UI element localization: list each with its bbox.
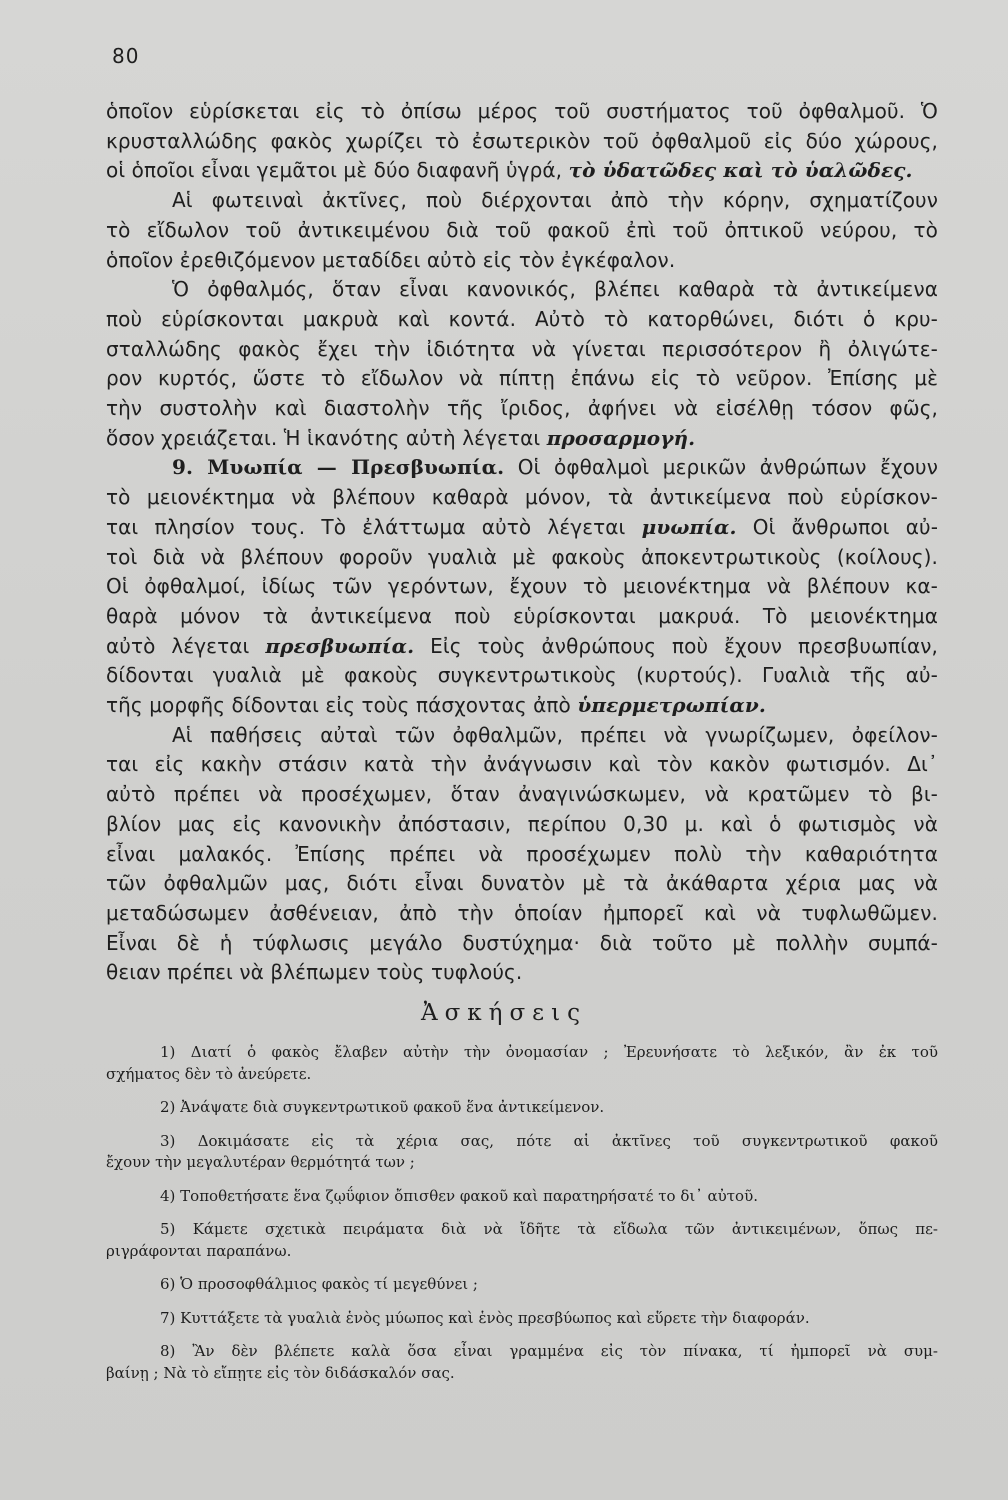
page-number: 80 bbox=[112, 44, 140, 68]
section-heading: 9. Μυωπία — Πρεσβυωπία. bbox=[172, 455, 505, 480]
text-line: σταλλώδης φακὸς ἔχει τὴν ἰδιότητα νὰ γίνεται περισσότερον ἢ ὀλιγώτε- bbox=[106, 336, 938, 361]
text-line: Αἱ φωτειναὶ ἀκτῖνες, ποὺ διέρχονται ἀπὸ τὴν κόρην, σχηματίζουν bbox=[172, 188, 938, 213]
exercise-line: 3) Δοκιμάσατε εἰς τὰ χέρια σας, πότε αἱ ἀκτῖνες τοῦ συγκεντρωτικοῦ φακοῦ bbox=[160, 1131, 938, 1150]
text-line: τὴν συστολὴν καὶ διαστολὴν τῆς ἴριδος, ἀφήνει νὰ εἰσέλθῃ τόσον φῶς, bbox=[106, 396, 938, 421]
exercise-item bbox=[106, 1219, 938, 1262]
section-heading-line: 9. Μυωπία — Πρεσβυωπία. Οἱ ὀφθαλμοὶ μερικῶν ἀνθρώπων ἔχουν bbox=[172, 455, 938, 480]
exercise-line: 6) Ὁ προσοφθάλμιος φακὸς τί μεγεθύνει ; bbox=[160, 1275, 478, 1293]
text-line: αὐτὸ πρέπει νὰ προσέχωμεν, ὅταν ἀναγινώσκωμεν, νὰ κρατῶμεν τὸ βι- bbox=[106, 782, 938, 807]
exercise-line: 1) Διατί ὁ φακὸς ἔλαβεν αὐτὴν τὴν ὀνομασίαν ; Ἐρευνήσατε τὸ λεξικόν, ἂν ἐκ τοῦ bbox=[160, 1043, 938, 1061]
text-line: ὁποῖον εὑρίσκεται εἰς τὸ ὀπίσω μέρος τοῦ συστήματος τοῦ ὀφθαλμοῦ. Ὁ bbox=[106, 99, 938, 123]
text-line: βλίον μας εἰς κανονικὴν ἀπόστασιν, περίπου 0,30 μ. καὶ ὁ φωτισμὸς νὰ bbox=[106, 811, 938, 836]
text-line: τὸ εἴδωλον τοῦ ἀντικειμένου διὰ τοῦ φακοῦ ἐπὶ τοῦ ὀπτικοῦ νεύρου, τὸ bbox=[106, 217, 938, 242]
text-line: ποὺ εὑρίσκονται μακρυὰ καὶ κοντά. Αὐτὸ τὸ κατορθώνει, διότι ὁ κρυ- bbox=[106, 306, 938, 331]
text-line: ται πλησίον τους. Τὸ ἐλάττωμα αὐτὸ λέγεται μυωπία. Οἱ ἄνθρωποι αὐ- bbox=[106, 514, 939, 539]
exercise-item bbox=[106, 1097, 938, 1119]
exercise-item bbox=[106, 1042, 938, 1085]
exercise-line: 7) Κυττάξετε τὰ γυαλιὰ ἑνὸς μύωπος καὶ ἑνὸς πρεσβύωπος καὶ εὕρετε τὴν διαφοράν. bbox=[160, 1308, 810, 1327]
text-line: θειαν πρέπει νὰ βλέπωμεν τοὺς τυφλούς. bbox=[106, 960, 523, 985]
text-line: εἶναι μαλακός. Ἐπίσης πρέπει νὰ προσέχωμεν πολὺ τὴν καθαριότητα bbox=[106, 841, 938, 866]
text-line: τὸ μειονέκτημα νὰ βλέπουν καθαρὰ μόνον, τὰ ἀντικείμενα ποὺ εὑρίσκον- bbox=[106, 485, 938, 510]
exercise-item bbox=[106, 1131, 938, 1174]
text-line: Οἱ ὀφθαλμοί, ἰδίως τῶν γερόντων, ἔχουν τὸ μειονέκτημα νὰ βλέπουν κα- bbox=[106, 574, 938, 599]
exercise-line: σχήματος δὲν τὸ ἀνεύρετε. bbox=[106, 1064, 312, 1083]
text-line: δίδονται γυαλιὰ μὲ φακοὺς συγκεντρωτικοὺς (κυρτούς). Γυαλιὰ τῆς αὐ- bbox=[106, 663, 938, 688]
term-presbyopia: πρεσβυωπία. bbox=[265, 633, 415, 658]
text-line: μεταδώσωμεν ἀσθένειαν, ἀπὸ τὴν ὁποίαν ἠμπορεῖ καὶ νὰ τυφλωθῶμεν. bbox=[106, 900, 938, 925]
text-line: κρυσταλλώδης φακὸς χωρίζει τὸ ἐσωτερικὸν τοῦ ὀφθαλμοῦ εἰς δύο χώρους, bbox=[106, 128, 938, 153]
term-accommodation: προσαρμογή. bbox=[546, 425, 696, 450]
text-line: ρον κυρτός, ὥστε τὸ εἴδωλον νὰ πίπτῃ ἐπάνω εἰς τὸ νεῦρον. Ἐπίσης μὲ bbox=[106, 366, 938, 391]
body-text bbox=[106, 97, 938, 988]
exercise-item bbox=[106, 1341, 938, 1384]
text-line: Εἶναι δὲ ἡ τύφλωσις μεγάλο δυστύχημα· διὰ τοῦτο μὲ πολλὴν συμπά- bbox=[106, 930, 938, 955]
text-line: τοὶ διὰ νὰ βλέπουν φοροῦν γυαλιὰ μὲ φακοὺς ἀποκεντρωτικοὺς (κοίλους). bbox=[106, 544, 938, 569]
exercise-line: ἔχουν τὴν μεγαλυτέραν θερμότητά των ; bbox=[106, 1153, 415, 1171]
exercise-item bbox=[106, 1308, 938, 1330]
text-line: ὁποῖον ἐρεθιζόμενον μεταδίδει αὐτὸ εἰς τὸν ἐγκέφαλον. bbox=[106, 247, 676, 272]
text-line: ὅσον χρειάζεται. Ἡ ἱκανότης αὐτὴ λέγεται προσαρμογή. bbox=[106, 425, 696, 450]
text-line: αὐτὸ λέγεται πρεσβυωπία. Εἰς τοὺς ἀνθρώπους ποὺ ἔχουν πρεσβυωπίαν, bbox=[106, 633, 938, 658]
exercise-line: βαίνῃ ; Νὰ τὸ εἴπῃτε εἰς τὸν διδάσκαλόν σας. bbox=[106, 1363, 455, 1382]
exercises-title: Ἀσκήσεις bbox=[421, 1000, 587, 1026]
term-humors: τὸ ὑδατῶδες καὶ τὸ ὑαλῶδες. bbox=[568, 158, 913, 183]
text-line: Αἱ παθήσεις αὐταὶ τῶν ὀφθαλμῶν, πρέπει νὰ γνωρίζωμεν, ὀφείλον- bbox=[172, 722, 938, 747]
exercises-list bbox=[106, 1042, 938, 1396]
exercise-item bbox=[106, 1186, 938, 1208]
exercise-line: 4) Τοποθετήσατε ἕνα ζῳΰφιον ὄπισθεν φακοῦ καὶ παρατηρήσατέ το δι᾽ αὐτοῦ. bbox=[160, 1186, 758, 1205]
text-line: ται εἰς κακὴν στάσιν κατὰ τὴν ἀνάγνωσιν καὶ τὸν κακὸν φωτισμόν. Δι᾽ bbox=[106, 752, 938, 777]
text-line: τῆς μορφῆς δίδονται εἰς τοὺς πάσχοντας ἀπὸ ὑπερμετρωπίαν. bbox=[106, 693, 766, 718]
exercise-item bbox=[106, 1274, 938, 1296]
term-myopia: μυωπία. bbox=[641, 514, 737, 539]
text-line: οἱ ὁποῖοι εἶναι γεμᾶτοι μὲ δύο διαφανῆ ὑγρά, τὸ ὑδατῶδες καὶ τὸ ὑαλῶδες. bbox=[106, 158, 913, 183]
exercise-line: 8) Ἂν δὲν βλέπετε καλὰ ὅσα εἶναι γραμμένα εἰς τὸν πίνακα, τί ἠμπορεῖ νὰ συμ- bbox=[160, 1342, 938, 1360]
text-line: θαρὰ μόνον τὰ ἀντικείμενα ποὺ εὑρίσκονται μακρυά. Τὸ μειονέκτημα bbox=[106, 603, 938, 628]
text-line: Ὁ ὀφθαλμός, ὅταν εἶναι κανονικός, βλέπει καθαρὰ τὰ ἀντικείμενα bbox=[172, 277, 938, 302]
exercise-line: ριγράφονται παραπάνω. bbox=[106, 1241, 292, 1260]
exercise-line: 5) Κάμετε σχετικὰ πειράματα διὰ νὰ ἴδῆτε τὰ εἴδωλα τῶν ἀντικειμένων, ὅπως πε- bbox=[160, 1220, 938, 1238]
exercise-line: 2) Ἀνάψατε διὰ συγκεντρωτικοῦ φακοῦ ἕνα ἀντικείμενον. bbox=[160, 1098, 605, 1116]
term-hypermetropia: ὑπερμετρωπίαν. bbox=[577, 693, 766, 718]
text-line: τῶν ὀφθαλμῶν μας, διότι εἶναι δυνατὸν μὲ τὰ ἀκάθαρτα χέρια μας νὰ bbox=[106, 871, 938, 896]
